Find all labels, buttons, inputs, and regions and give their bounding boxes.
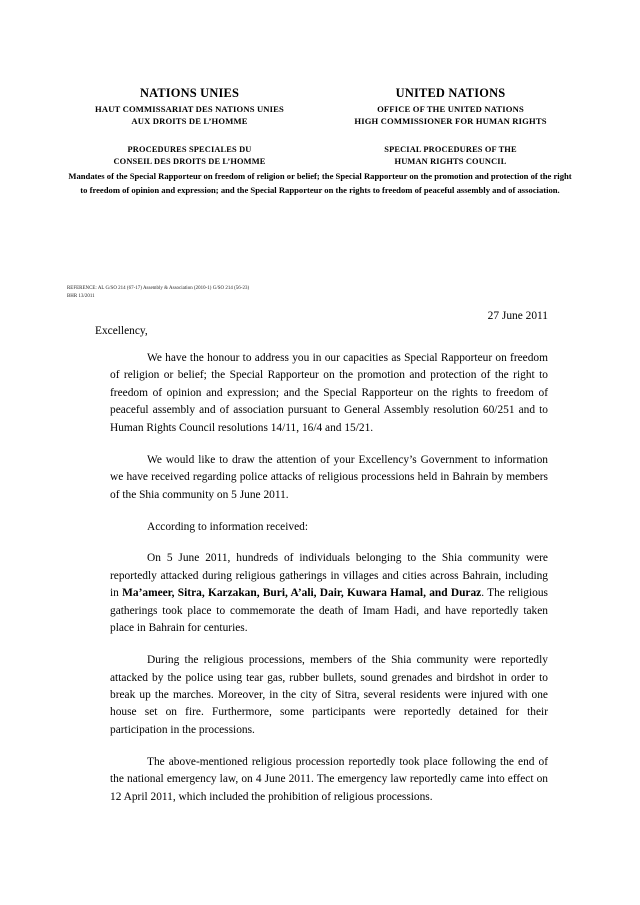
english-office-line-1: OFFICE OF THE UNITED NATIONS (377, 103, 524, 114)
reference-line-2: BHR 13/2011 (67, 293, 95, 299)
mandate-statement: Mandates of the Special Rapporteur on freedom of religion or belief; the Special Rapporteur on the promotion and protection of the right to freedom of opinion and expression; and the Special Rapporteur on the rights to freedom of peaceful assembly and of association. (68, 170, 572, 195)
french-office-line-2: AUX DROITS DE L’HOMME (131, 116, 248, 127)
salutation: Excellency, (95, 325, 148, 337)
body-paragraph-2: We would like to draw the attention of your Excellency’s Government to information we have received regarding police attacks of religious processions held in Bahrain by members of the Shia community on 5 June 2011. (110, 453, 548, 501)
french-procedures-line-1: PROCEDURES SPECIALES DU (127, 145, 252, 155)
french-special-procedures-block (66, 144, 313, 168)
english-special-procedures-block (327, 144, 574, 168)
english-procedures-line-2: HUMAN RIGHTS COUNCIL (394, 157, 507, 167)
body-paragraph-3: According to information received: (147, 520, 308, 533)
body-paragraph-1: We have the honour to address you in our capacities as Special Rapporteur on freedom of religion or belief; the Special Rapporteur on the promotion and protection of the right to freedom of opinion and expression; and the Special Rapporteur on the rights to freedom of peaceful assembly and of association pursuant to General Assembly resolution 60/251 and to Human Rights Council resolutions 14/11, 16/4 and 15/21. (110, 352, 548, 434)
reference-line-1: REFERENCE: AL G/SO 214 (67-17) Assembly & Association (2010-1) G/SO 214 (56-23) (67, 286, 250, 291)
letterhead-title-row (66, 86, 574, 127)
paragraph-4-text-before: On 5 June 2011, hundreds of individuals belonging to the Shia community were reportedly attacked during religious gatherings in villages and cities across Bahrain, including in (110, 552, 548, 600)
french-procedures-line-2: CONSEIL DES DROITS DE L’HOMME (113, 157, 266, 167)
letterhead-french-block (66, 86, 313, 127)
letterhead-procedures-row (66, 144, 574, 168)
letterhead-english-block (327, 86, 574, 127)
letter-date: 27 June 2011 (487, 310, 548, 322)
french-office-line-1: HAUT COMMISSARIAT DES NATIONS UNIES (95, 103, 284, 114)
reference-block (67, 285, 487, 301)
english-procedures-line-1: SPECIAL PROCEDURES OF THE (384, 145, 517, 155)
french-organization-title: NATIONS UNIES (139, 86, 240, 100)
letter-body (110, 350, 548, 821)
paragraph-4-text-after: . The religious gatherings took place to commemorate the death of Imam Hadi, and have reportedly taken place in Bahrain for centuries. (110, 587, 548, 635)
body-paragraph-5: During the religious processions, members of the Shia community were reportedly attacked by the police using tear gas, rubber bullets, sound grenades and birdshot in order to break up the marches. Moreover, in the city of Sitra, several residents were injured with one house set on fire. Furthermore, some participants were reportedly detained for their participation in the processions. (110, 654, 548, 736)
english-office-line-2: HIGH COMMISSIONER FOR HUMAN RIGHTS (354, 116, 547, 127)
letterhead (66, 86, 574, 198)
body-paragraph-6: The above-mentioned religious procession reportedly took place following the end of the national emergency law, on 4 June 2011. The emergency law reportedly came into effect on 12 April 2011, which included the prohibition of religious processions. (110, 755, 548, 803)
body-paragraph-4 (110, 550, 548, 637)
english-organization-title: UNITED NATIONS (395, 86, 506, 100)
affected-locations-list: Ma’ameer, Sitra, Karzakan, Buri, A’ali, Dair, Kuwara Hamal, and Duraz (122, 587, 482, 600)
